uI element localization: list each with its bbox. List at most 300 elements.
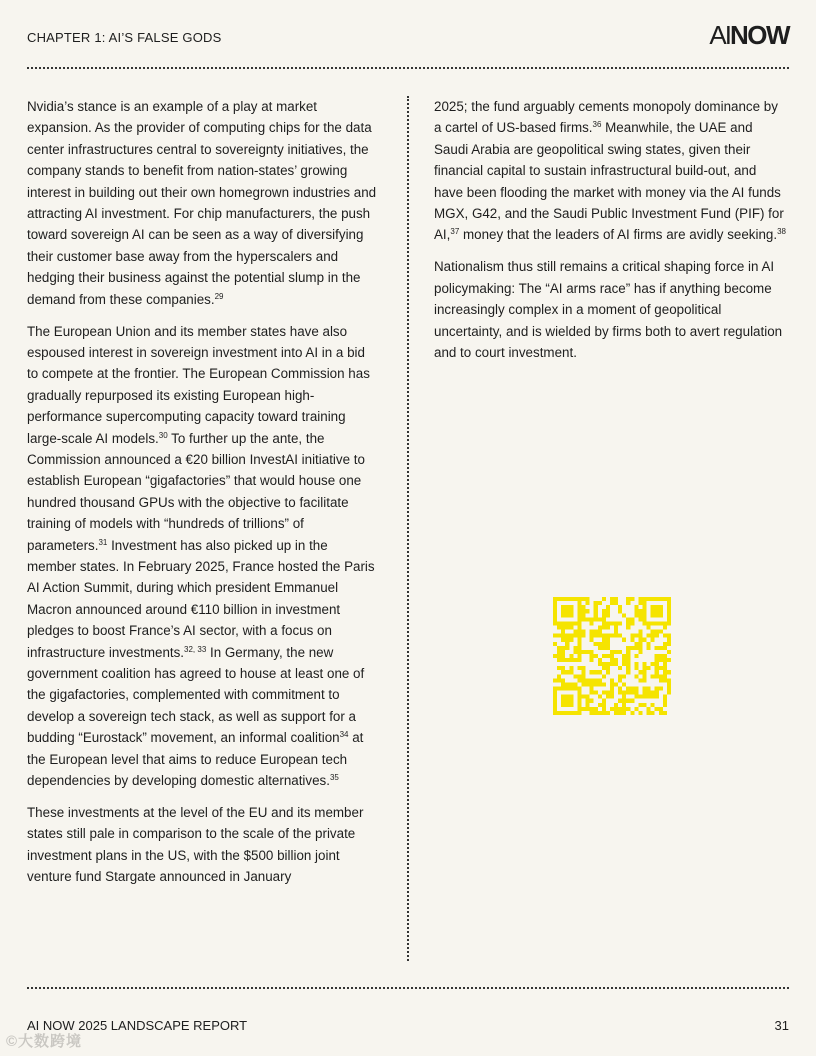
qr-module: [594, 678, 598, 682]
right-column: [434, 96, 786, 374]
qr-module: [553, 711, 557, 715]
qr-module: [577, 605, 581, 609]
qr-module: [561, 630, 565, 634]
qr-module: [614, 682, 618, 686]
qr-module: [577, 621, 581, 625]
qr-module: [655, 609, 659, 613]
qr-module: [643, 695, 647, 699]
qr-module: [647, 691, 651, 695]
paragraph-text: These investments at the level of the EU and its member states still pale in comparison to the scale of the private investment plans in the US, with the $500 billion joint venture fund Stargate announced in January: [27, 805, 364, 885]
qr-module: [594, 630, 598, 634]
qr-module: [590, 658, 594, 662]
qr-module: [606, 646, 610, 650]
qr-module: [586, 682, 590, 686]
qr-module: [590, 617, 594, 621]
qr-module: [569, 687, 573, 691]
qr-module: [586, 695, 590, 699]
qr-module: [663, 695, 667, 699]
qr-module: [565, 646, 569, 650]
qr-module: [610, 707, 614, 711]
qr-module: [651, 703, 655, 707]
qr-module: [598, 658, 602, 662]
qr-module: [586, 597, 590, 601]
qr-module: [655, 666, 659, 670]
footnote-ref[interactable]: 31: [98, 537, 108, 547]
qr-module: [659, 658, 663, 662]
qr-module: [598, 601, 602, 605]
qr-module: [569, 682, 573, 686]
column-divider: [407, 96, 409, 961]
qr-module: [602, 597, 606, 601]
qr-module: [561, 613, 565, 617]
qr-module: [581, 678, 585, 682]
qr-module: [667, 658, 671, 662]
qr-module: [573, 597, 577, 601]
ai-now-logo[interactable]: [709, 22, 789, 48]
qr-module: [638, 642, 642, 646]
qr-module: [606, 666, 610, 670]
qr-module: [557, 625, 561, 629]
qr-module: [557, 621, 561, 625]
qr-module: [577, 711, 581, 715]
qr-module: [614, 658, 618, 662]
paragraph: [27, 802, 379, 888]
qr-module: [634, 642, 638, 646]
logo-now-text: NOW: [729, 20, 789, 50]
qr-module: [651, 613, 655, 617]
qr-module: [622, 711, 626, 715]
qr-module: [655, 674, 659, 678]
footnote-ref[interactable]: 30: [158, 430, 168, 440]
qr-module: [618, 711, 622, 715]
qr-module: [586, 650, 590, 654]
qr-module: [553, 609, 557, 613]
qr-module: [602, 646, 606, 650]
qr-module: [606, 670, 610, 674]
qr-module: [647, 695, 651, 699]
qr-module: [586, 601, 590, 605]
qr-module: [590, 630, 594, 634]
qr-module: [561, 625, 565, 629]
qr-module: [622, 703, 626, 707]
qr-module: [602, 609, 606, 613]
qr-module: [610, 597, 614, 601]
qr-module: [590, 678, 594, 682]
paragraph: [434, 96, 786, 246]
qr-module: [561, 711, 565, 715]
qr-module: [581, 609, 585, 613]
footnote-ref[interactable]: 35: [329, 773, 339, 783]
qr-module: [594, 654, 598, 658]
qr-module: [638, 601, 642, 605]
qr-module: [630, 621, 634, 625]
qr-module: [598, 617, 602, 621]
paragraph-text: 2025; the fund arguably cements monopoly dominance by a cartel of US-based firms.: [434, 99, 778, 136]
qr-module: [581, 682, 585, 686]
qr-module: [655, 695, 659, 699]
qr-module: [638, 670, 642, 674]
qr-module: [561, 670, 565, 674]
paragraph-text: In Germany, the new government coalition has agreed to house at least one of the gigafactories, complemented with commitment to develop a sovereign tech stack, as well as support for a budding “Eurostack” movement, an informal coalition: [27, 644, 365, 746]
qr-module: [606, 638, 610, 642]
qr-module: [602, 617, 606, 621]
qr-module: [590, 699, 594, 703]
footnote-ref[interactable]: 36: [592, 120, 602, 130]
qr-module: [553, 597, 557, 601]
qr-module: [598, 711, 602, 715]
qr-module: [618, 650, 622, 654]
qr-module: [577, 646, 581, 650]
qr-code-icon[interactable]: [553, 597, 671, 715]
qr-module: [569, 654, 573, 658]
qr-module: [659, 630, 663, 634]
qr-module: [663, 642, 667, 646]
qr-module: [663, 634, 667, 638]
qr-module: [606, 642, 610, 646]
qr-module: [622, 654, 626, 658]
qr-module: [659, 597, 663, 601]
qr-module: [565, 613, 569, 617]
qr-module: [594, 682, 598, 686]
qr-module: [573, 646, 577, 650]
qr-module: [565, 638, 569, 642]
qr-module: [598, 646, 602, 650]
qr-module: [667, 691, 671, 695]
qr-module: [598, 682, 602, 686]
qr-module: [561, 703, 565, 707]
qr-module: [606, 634, 610, 638]
qr-module: [561, 646, 565, 650]
qr-module: [577, 625, 581, 629]
qr-module: [569, 597, 573, 601]
qr-module: [565, 634, 569, 638]
qr-module: [590, 711, 594, 715]
footnote-ref[interactable]: 37: [450, 227, 460, 237]
qr-module: [581, 650, 585, 654]
qr-module: [634, 691, 638, 695]
qr-module: [565, 711, 569, 715]
qr-module: [638, 617, 642, 621]
qr-module: [667, 650, 671, 654]
qr-module: [638, 703, 642, 707]
qr-module: [647, 634, 651, 638]
qr-module: [618, 605, 622, 609]
qr-module: [626, 662, 630, 666]
qr-module: [663, 674, 667, 678]
qr-module: [581, 634, 585, 638]
qr-module: [561, 682, 565, 686]
qr-module: [594, 613, 598, 617]
qr-module: [569, 670, 573, 674]
qr-module: [610, 621, 614, 625]
qr-module: [630, 646, 634, 650]
qr-module: [659, 646, 663, 650]
qr-module: [634, 695, 638, 699]
qr-module: [553, 605, 557, 609]
qr-module: [577, 678, 581, 682]
qr-module: [663, 654, 667, 658]
qr-module: [655, 707, 659, 711]
qr-module: [561, 609, 565, 613]
qr-module: [634, 613, 638, 617]
qr-module: [622, 699, 626, 703]
qr-module: [659, 609, 663, 613]
qr-module: [667, 613, 671, 617]
qr-module: [651, 695, 655, 699]
qr-module: [647, 666, 651, 670]
qr-module: [581, 670, 585, 674]
qr-module: [614, 601, 618, 605]
qr-module: [577, 695, 581, 699]
qr-module: [598, 678, 602, 682]
qr-module: [651, 662, 655, 666]
qr-module: [565, 597, 569, 601]
qr-module: [606, 605, 610, 609]
qr-module: [643, 613, 647, 617]
qr-module: [643, 638, 647, 642]
header-divider: [27, 67, 789, 69]
qr-module: [618, 634, 622, 638]
qr-module: [565, 625, 569, 629]
qr-module: [553, 699, 557, 703]
qr-module: [622, 613, 626, 617]
qr-module: [614, 634, 618, 638]
qr-module: [638, 630, 642, 634]
qr-module: [577, 658, 581, 662]
qr-module: [643, 666, 647, 670]
qr-module: [565, 682, 569, 686]
qr-module: [651, 621, 655, 625]
qr-module: [577, 703, 581, 707]
qr-module: [655, 662, 659, 666]
qr-module: [565, 642, 569, 646]
qr-module: [655, 691, 659, 695]
qr-module: [626, 646, 630, 650]
qr-module: [594, 601, 598, 605]
qr-module: [610, 650, 614, 654]
qr-module: [569, 666, 573, 670]
qr-module: [594, 605, 598, 609]
qr-module: [655, 670, 659, 674]
qr-module: [557, 666, 561, 670]
qr-module: [573, 658, 577, 662]
qr-module: [626, 658, 630, 662]
qr-module: [553, 707, 557, 711]
qr-module: [614, 621, 618, 625]
qr-module: [586, 707, 590, 711]
footnote-ref[interactable]: 34: [339, 730, 349, 740]
qr-module: [630, 597, 634, 601]
qr-module: [561, 699, 565, 703]
qr-module: [565, 703, 569, 707]
qr-module: [602, 634, 606, 638]
qr-module: [561, 597, 565, 601]
qr-module: [634, 666, 638, 670]
qr-module: [643, 678, 647, 682]
qr-module: [663, 646, 667, 650]
qr-module: [586, 609, 590, 613]
qr-module: [553, 613, 557, 617]
qr-module: [647, 711, 651, 715]
qr-module: [569, 609, 573, 613]
qr-module: [630, 687, 634, 691]
qr-module: [647, 646, 651, 650]
qr-module: [655, 630, 659, 634]
qr-module: [590, 691, 594, 695]
qr-module: [573, 621, 577, 625]
qr-module: [663, 662, 667, 666]
qr-module: [618, 621, 622, 625]
qr-module: [602, 691, 606, 695]
qr-module: [553, 634, 557, 638]
qr-module: [553, 678, 557, 682]
qr-module: [643, 617, 647, 621]
qr-module: [577, 707, 581, 711]
qr-module: [663, 703, 667, 707]
qr-module: [590, 670, 594, 674]
qr-module: [618, 674, 622, 678]
qr-module: [561, 666, 565, 670]
qr-module: [602, 654, 606, 658]
qr-module: [577, 617, 581, 621]
qr-module: [643, 670, 647, 674]
qr-module: [606, 711, 610, 715]
qr-module: [622, 674, 626, 678]
qr-module: [659, 621, 663, 625]
qr-module: [553, 695, 557, 699]
qr-module: [581, 630, 585, 634]
qr-module: [638, 634, 642, 638]
qr-module: [663, 670, 667, 674]
qr-module: [663, 621, 667, 625]
qr-module: [553, 621, 557, 625]
qr-module: [659, 654, 663, 658]
qr-module: [557, 597, 561, 601]
qr-module: [634, 662, 638, 666]
qr-module: [569, 638, 573, 642]
qr-module: [667, 605, 671, 609]
qr-module: [614, 650, 618, 654]
qr-module: [590, 638, 594, 642]
qr-module: [634, 646, 638, 650]
qr-module: [651, 597, 655, 601]
qr-module: [610, 682, 614, 686]
footnote-ref[interactable]: 38: [777, 227, 786, 237]
qr-module: [626, 654, 630, 658]
qr-module: [638, 711, 642, 715]
qr-module: [594, 617, 598, 621]
qr-module: [614, 625, 618, 629]
qr-module: [581, 597, 585, 601]
qr-module: [655, 658, 659, 662]
qr-module: [618, 687, 622, 691]
qr-module: [602, 666, 606, 670]
footnote-ref[interactable]: 32, 33: [184, 644, 207, 654]
qr-module: [651, 630, 655, 634]
qr-module: [655, 605, 659, 609]
qr-module: [622, 695, 626, 699]
qr-module: [638, 650, 642, 654]
qr-module: [667, 642, 671, 646]
qr-module: [647, 621, 651, 625]
qr-module: [655, 646, 659, 650]
qr-module: [651, 605, 655, 609]
qr-module: [626, 650, 630, 654]
qr-module: [577, 654, 581, 658]
qr-module: [565, 699, 569, 703]
qr-module: [643, 674, 647, 678]
qr-module: [577, 609, 581, 613]
qr-module: [553, 617, 557, 621]
chapter-title: CHAPTER 1: AI’S FALSE GODS: [27, 30, 222, 45]
qr-module: [622, 658, 626, 662]
qr-module: [606, 662, 610, 666]
qr-module: [598, 625, 602, 629]
qr-module: [651, 674, 655, 678]
qr-module: [610, 658, 614, 662]
qr-module: [561, 650, 565, 654]
qr-module: [598, 703, 602, 707]
qr-module: [610, 654, 614, 658]
qr-module: [577, 642, 581, 646]
qr-module: [626, 601, 630, 605]
qr-module: [667, 634, 671, 638]
qr-module: [598, 634, 602, 638]
qr-module: [638, 613, 642, 617]
qr-module: [610, 634, 614, 638]
qr-module: [561, 695, 565, 699]
qr-module: [581, 674, 585, 678]
qr-module: [659, 666, 663, 670]
qr-module: [573, 711, 577, 715]
qr-module: [659, 707, 663, 711]
qr-module: [569, 605, 573, 609]
qr-module: [663, 699, 667, 703]
report-title: AI NOW 2025 LANDSCAPE REPORT: [27, 1018, 248, 1033]
qr-module: [577, 630, 581, 634]
qr-module: [561, 658, 565, 662]
qr-module: [577, 613, 581, 617]
qr-module: [659, 613, 663, 617]
qr-module: [610, 678, 614, 682]
qr-module: [610, 687, 614, 691]
qr-module: [602, 707, 606, 711]
qr-module: [638, 597, 642, 601]
qr-module: [643, 621, 647, 625]
qr-module: [557, 646, 561, 650]
qr-module: [581, 605, 585, 609]
qr-module: [606, 609, 610, 613]
qr-module: [577, 687, 581, 691]
qr-module: [553, 703, 557, 707]
qr-module: [569, 711, 573, 715]
qr-module: [553, 654, 557, 658]
qr-module: [630, 699, 634, 703]
qr-module: [647, 625, 651, 629]
qr-module: [569, 613, 573, 617]
qr-module: [655, 654, 659, 658]
qr-module: [606, 621, 610, 625]
footer-divider: [27, 987, 789, 989]
qr-module: [667, 670, 671, 674]
qr-module: [602, 699, 606, 703]
qr-module: [569, 634, 573, 638]
qr-module: [590, 650, 594, 654]
qr-module: [663, 658, 667, 662]
qr-module: [655, 687, 659, 691]
footnote-ref[interactable]: 29: [214, 291, 224, 301]
qr-module: [569, 695, 573, 699]
